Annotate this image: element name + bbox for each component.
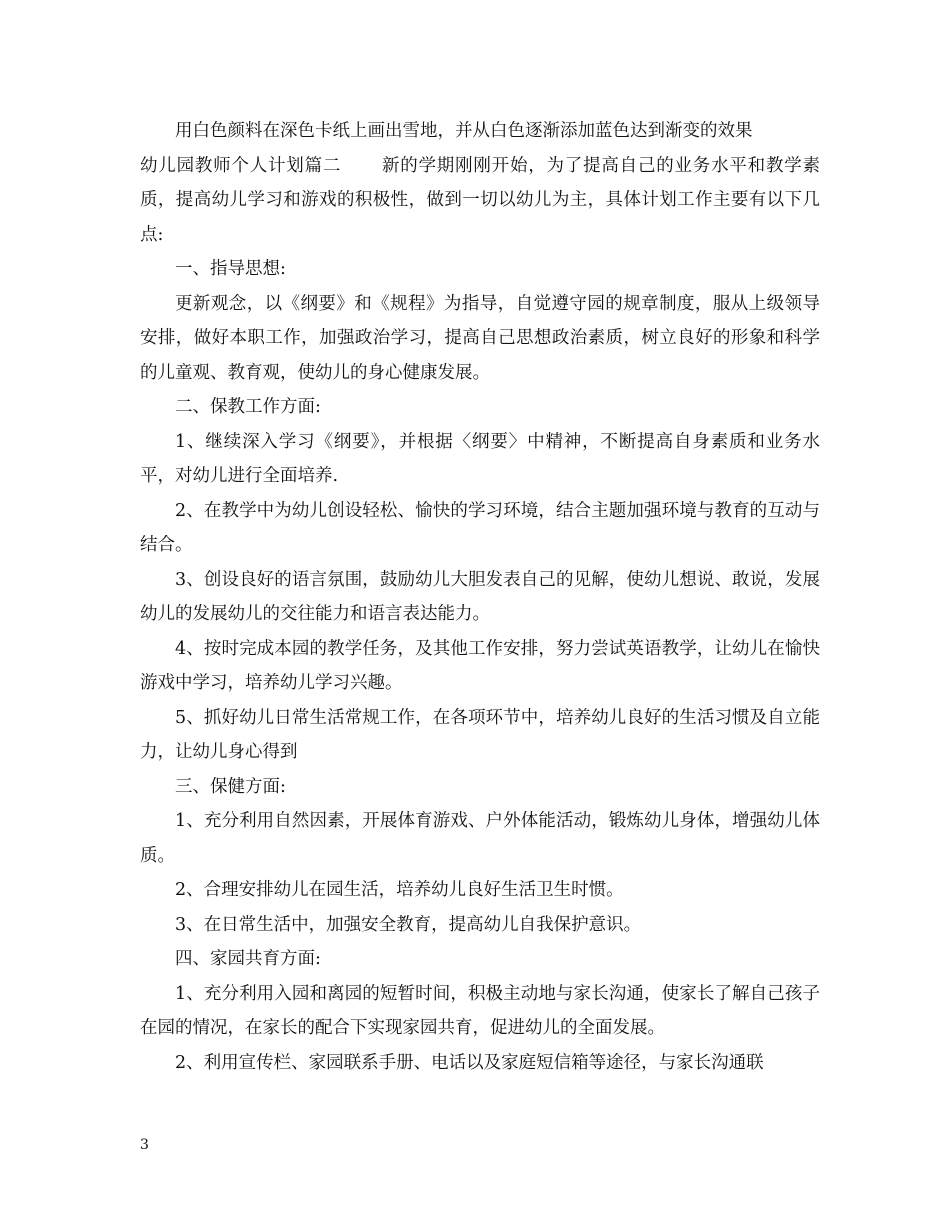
plan-intro-text: 新的学期刚刚开始，为了提高自己的业务水平和教学素质，提高幼儿学习和游戏的积极性，做到一切以幼儿为主，具体计划工作主要有以下几点:	[140, 155, 821, 245]
heading-health: 三、保健方面:	[175, 776, 286, 797]
paragraph-guiding-thought: 更新观念，以《纲要》和《规程》为指导，自觉遵守园的规章制度，服从上级领导安排，做好本职工作，加强政治学习，提高自己思想政治素质，树立良好的形象和科学的儿童观、教育观，使幼儿的身心健康发展。	[140, 293, 820, 383]
heading-guiding-thought: 一、指导思想:	[175, 259, 286, 279]
paragraph-health-item-1: 1、充分利用自然因素，开展体育游戏、户外体能活动，锻炼幼儿身体，增强幼儿体质。	[140, 811, 820, 866]
paragraph-plan-intro	[140, 149, 820, 253]
paragraph-care-item-1: 1、继续深入学习《纲要》，并根据〈纲要〉中精神，不断提高自身素质和业务水平，对幼儿进行全面培养.	[140, 431, 820, 486]
heading-care-education: 二、保教工作方面:	[175, 397, 321, 417]
paragraph-care-item-2: 2、在教学中为幼儿创设轻松、愉快的学习环境，结合主题加强环境与教育的互动与结合。	[140, 500, 820, 555]
paragraph-health-item-3: 3、在日常生活中，加强安全教育，提高幼儿自我保护意识。	[175, 914, 642, 935]
section-title-plan-two: 幼儿园教师个人计划篇二	[140, 155, 342, 176]
paragraph-home-school-item-2: 2、利用宣传栏、家园联系手册、电话以及家庭短信箱等途径，与家长沟通联	[175, 1052, 764, 1073]
paragraph-care-item-3: 3、创设良好的语言氛围，鼓励幼儿大胆发表自己的见解，使幼儿想说、敢说，发展幼儿的发展幼儿的交往能力和语言表达能力。	[140, 569, 820, 624]
paragraph-health-item-2: 2、合理安排幼儿在园生活，培养幼儿良好生活卫生时惯。	[175, 880, 624, 900]
paragraph-home-school-item-1: 1、充分利用入园和离园的短暂时间，积极主动地与家长沟通，使家长了解自己孩子在园的情况，在家长的配合下实现家园共育，促进幼儿的全面发展。	[140, 983, 820, 1038]
paragraph-care-item-4: 4、按时完成本园的教学任务，及其他工作安排，努力尝试英语教学，让幼儿在愉快游戏中学习，培养幼儿学习兴趣。	[140, 638, 820, 693]
paragraph-care-item-5: 5、抓好幼儿日常生活常规工作，在各项环节中，培养幼儿良好的生活习惯及自立能力，让幼儿身心得到	[140, 707, 820, 762]
heading-home-school: 四、家园共育方面:	[175, 949, 321, 969]
page-number: 3	[140, 1137, 149, 1153]
paragraph-snow-painting: 用白色颜料在深色卡纸上画出雪地，并从白色逐渐添加蓝色达到渐变的效果	[175, 121, 753, 141]
body-text	[140, 114, 820, 1080]
